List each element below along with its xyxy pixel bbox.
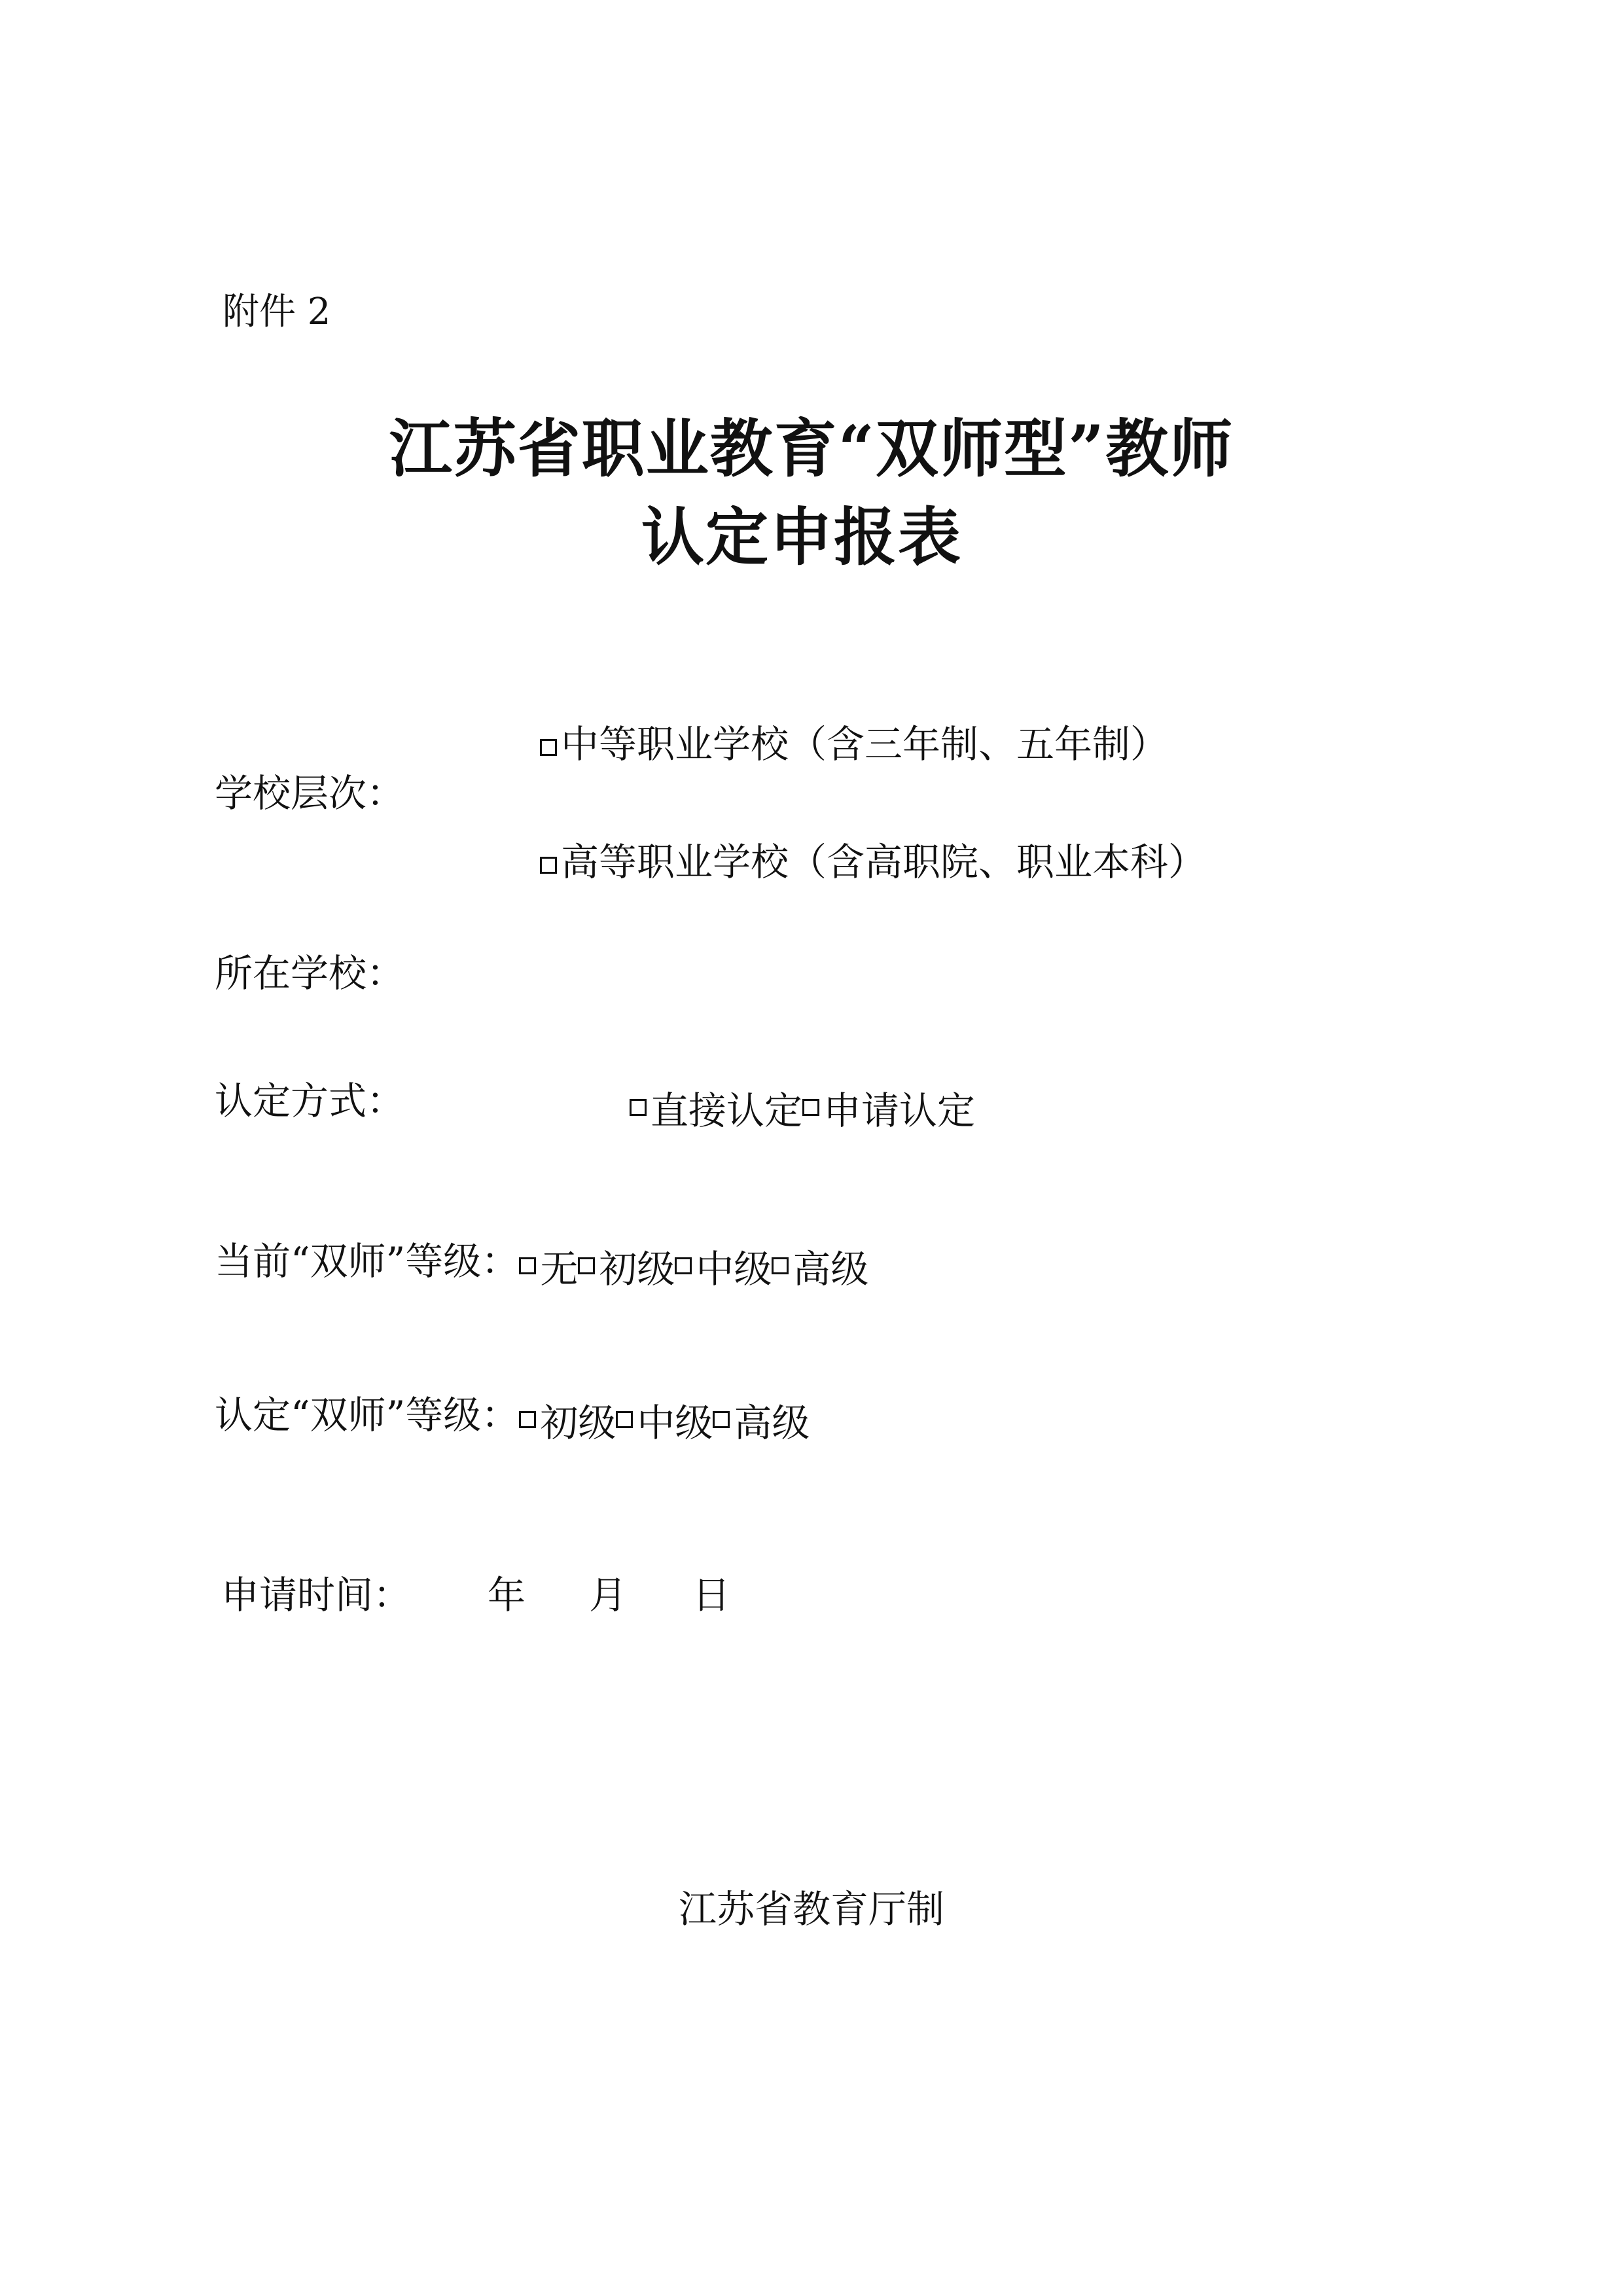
current-level-option-none[interactable]: 无 bbox=[519, 1238, 578, 1293]
checkbox[interactable] bbox=[540, 739, 557, 756]
date-month: 月 bbox=[589, 1573, 628, 1617]
apply-level-option-junior[interactable]: 初级 bbox=[519, 1392, 616, 1447]
checkbox[interactable] bbox=[540, 857, 557, 874]
checkbox[interactable] bbox=[713, 1411, 730, 1428]
current-level-label: 当前“双师”等级： bbox=[215, 1239, 520, 1283]
school-level-option-secondary[interactable]: 中等职业学校（含三年制、五年制） bbox=[540, 713, 1168, 768]
date-year: 年 bbox=[488, 1573, 526, 1617]
checkbox[interactable] bbox=[675, 1257, 692, 1274]
current-level-option-senior[interactable]: 高级 bbox=[772, 1238, 868, 1293]
method-option-apply[interactable]: 申请认定 bbox=[802, 1080, 975, 1135]
current-level-row bbox=[215, 1230, 868, 1293]
checkbox[interactable] bbox=[630, 1099, 647, 1116]
checkbox[interactable] bbox=[802, 1099, 819, 1116]
date-label: 申请时间： bbox=[221, 1573, 412, 1617]
apply-level-options bbox=[519, 1393, 810, 1445]
checkbox[interactable] bbox=[519, 1411, 536, 1428]
method-option-direct[interactable]: 直接认定 bbox=[630, 1080, 802, 1135]
attachment-number: 附件 2 bbox=[223, 291, 331, 333]
apply-level-label: 认定“双师”等级： bbox=[215, 1393, 520, 1437]
school-level-label: 学校层次： bbox=[215, 771, 405, 816]
apply-level-option-senior[interactable]: 高级 bbox=[713, 1392, 810, 1447]
checkbox[interactable] bbox=[616, 1411, 633, 1428]
apply-level-option-middle[interactable]: 中级 bbox=[616, 1392, 713, 1447]
current-level-options bbox=[519, 1239, 869, 1291]
checkbox[interactable] bbox=[519, 1257, 536, 1274]
checkbox[interactable] bbox=[578, 1257, 595, 1274]
form-title-line2: 认定申报表 bbox=[641, 500, 962, 574]
current-level-option-junior[interactable]: 初级 bbox=[578, 1238, 675, 1293]
current-level-option-middle[interactable]: 中级 bbox=[675, 1238, 772, 1293]
method-label: 认定方式： bbox=[215, 1079, 405, 1123]
checkbox[interactable] bbox=[772, 1257, 789, 1274]
apply-level-row bbox=[215, 1384, 810, 1447]
school-label: 所在学校： bbox=[215, 951, 405, 996]
issuer-footer: 江苏省教育厅制 bbox=[678, 1887, 944, 1931]
form-title-line1: 江苏省职业教育“双师型”教师 bbox=[389, 412, 1234, 486]
school-level-option-higher[interactable]: 高等职业学校（含高职院、职业本科） bbox=[540, 831, 1206, 886]
date-day: 日 bbox=[692, 1573, 731, 1617]
method-options bbox=[630, 1080, 975, 1135]
